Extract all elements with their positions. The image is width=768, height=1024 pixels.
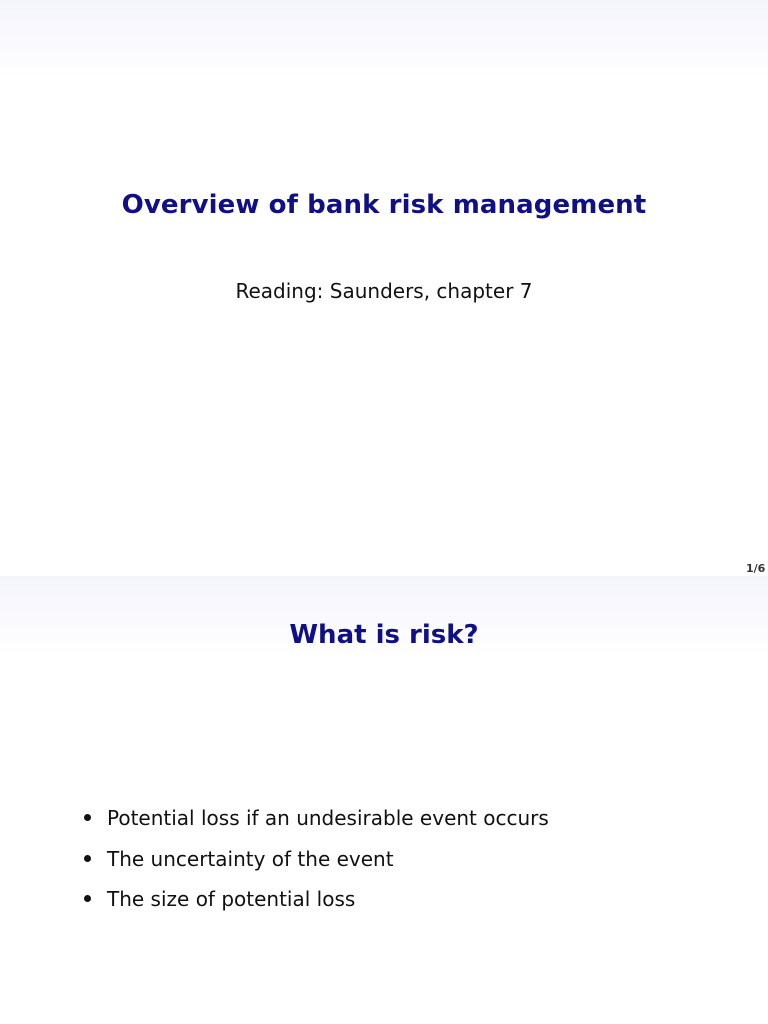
page-number: 1/6 [746, 562, 766, 575]
bullet-text: The size of potential loss [107, 887, 356, 911]
bullet-item [82, 845, 549, 886]
bullet-text: The uncertainty of the event [107, 846, 394, 871]
bullet-item [82, 885, 549, 926]
bullet-item [82, 804, 549, 845]
bullet-list [82, 804, 549, 926]
bullet-text: Potential loss if an undesirable event occurs [107, 806, 549, 830]
bullet-icon [84, 895, 91, 902]
slide-title: Overview of bank risk management [121, 190, 647, 220]
bullet-icon [84, 814, 91, 821]
slide-2 [0, 576, 768, 1024]
bullet-icon [84, 855, 91, 862]
slide-subtitle: Reading: Saunders, chapter 7 [235, 279, 533, 303]
frame-title: What is risk? [289, 620, 479, 650]
